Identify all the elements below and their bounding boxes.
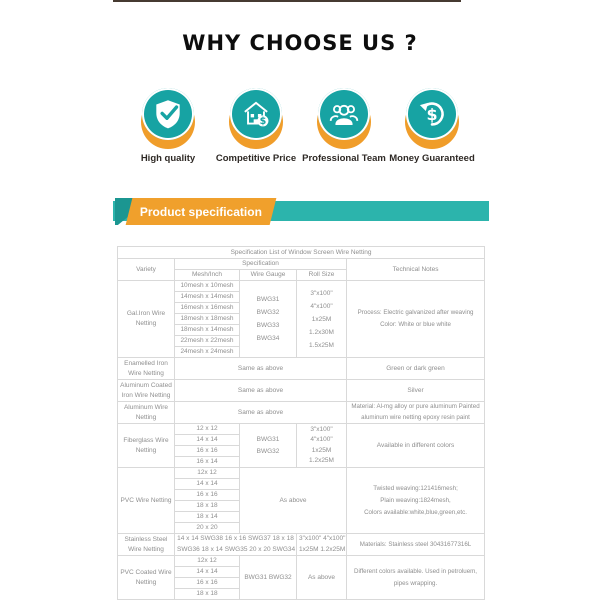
header-mesh: Mesh/Inch <box>175 270 240 281</box>
cell-variety: Aluminum Wire Netting <box>118 402 175 424</box>
table-row <box>118 556 485 567</box>
cell-mesh: 12x 12 <box>175 468 240 479</box>
cell-notes: Green or dark green <box>347 358 485 380</box>
cell-notes: Material: Al-mg alloy or pure aluminum Painted aluminum wire netting epoxy resin paint <box>347 402 485 424</box>
cell-mesh: 14 x 14 <box>175 567 240 578</box>
table-row <box>118 358 485 380</box>
cell-mesh: 16mesh x 16mesh <box>175 303 240 314</box>
feature-high-quality <box>124 88 212 164</box>
cell-mesh: 16 x 16 <box>175 578 240 589</box>
feature-money-guaranteed <box>388 88 476 164</box>
cell-variety: Fiberglass Wire Netting <box>118 424 175 468</box>
header-wire-gauge: Wire Gauge <box>240 270 297 281</box>
cell-mesh: 14 x 14 <box>175 479 240 490</box>
cell-variety: Stainless Steel Wire Netting <box>118 534 175 556</box>
cell-mesh: 20 x 20 <box>175 523 240 534</box>
feature-label: Professional Team <box>302 153 386 164</box>
cell-wire-gauge: BWG31 BWG32 <box>240 424 297 468</box>
cell-notes: Twisted weaving:121416mesh; Plain weaving:1824mesh, Colors available:white,blue,green,etc. <box>347 468 485 534</box>
table-row <box>118 424 485 435</box>
cell-variety: Gal.Iron Wire Netting <box>118 281 175 358</box>
feature-badge <box>315 88 373 149</box>
cell-mesh: 24mesh x 24mesh <box>175 347 240 358</box>
table-row <box>118 534 485 556</box>
teal-disc <box>142 88 194 140</box>
banner-label-box <box>126 198 277 225</box>
header-row-1 <box>118 259 485 270</box>
cell-variety: Enamelled Iron Wire Netting <box>118 358 175 380</box>
spec-table-wrap <box>117 246 484 600</box>
cell-spec-merged: Same as above <box>175 402 347 424</box>
cell-variety: PVC Wire Netting <box>118 468 175 534</box>
cell-roll-size: As above <box>297 556 347 600</box>
cell-variety: Aluminum Coated Iron Wire Netting <box>118 380 175 402</box>
cell-mesh: 18 x 18 <box>175 501 240 512</box>
svg-text:$: $ <box>259 116 267 128</box>
feature-label: High quality <box>140 153 196 164</box>
house-price-icon <box>239 97 273 131</box>
cell-mesh: 10mesh x 10mesh <box>175 281 240 292</box>
cell-mesh: 22mesh x 22mesh <box>175 336 240 347</box>
cell-mesh-gauge: 14 x 14 SWG38 16 x 16 SWG37 18 x 18 SWG36 18 x 14 SWG35 20 x 20 SWG34 <box>175 534 297 556</box>
cell-spec-merged: Same as above <box>175 380 347 402</box>
cell-wire-gauge: BWG31 BWG32 <box>240 556 297 600</box>
cell-mesh: 16 x 14 <box>175 457 240 468</box>
shield-check-icon <box>151 97 185 131</box>
feature-competitive-price <box>212 88 300 164</box>
feature-badge <box>227 88 285 149</box>
feature-badge <box>403 88 461 149</box>
table-title: Specification List of Window Screen Wire Netting <box>118 247 485 259</box>
cell-roll-size: 3"x100" 4"x100" 1x25M 1.2x25M <box>297 424 347 468</box>
cell-spec-merged: As above <box>240 468 347 534</box>
cell-notes: Process: Electric galvanized after weaving Color: White or blue white <box>347 281 485 358</box>
cell-notes: Different colors available. Used in petroluem, pipes wrapping. <box>347 556 485 600</box>
header-variety: Variety <box>118 259 175 281</box>
cell-spec-merged: Same as above <box>175 358 347 380</box>
cell-notes: Available in different colors <box>347 424 485 468</box>
header-roll-size: Roll Size <box>297 270 347 281</box>
teal-disc <box>318 88 370 140</box>
cell-notes: Silver <box>347 380 485 402</box>
cell-roll-size: 3"x100" 4"x100" 1x25M 1.2x25M <box>297 534 347 556</box>
table-row <box>118 380 485 402</box>
cell-mesh: 14mesh x 14mesh <box>175 292 240 303</box>
teal-disc <box>406 88 458 140</box>
feature-label: Money Guaranteed <box>389 153 475 164</box>
cell-mesh: 18 x 18 <box>175 589 240 600</box>
money-back-icon <box>415 97 449 131</box>
cell-mesh: 14 x 14 <box>175 435 240 446</box>
spec-table <box>117 246 485 600</box>
cell-mesh: 18mesh x 14mesh <box>175 325 240 336</box>
cell-mesh: 12x 12 <box>175 556 240 567</box>
table-row <box>118 402 485 424</box>
table-row <box>118 281 485 292</box>
feature-badge <box>139 88 197 149</box>
banner-label: Product specification <box>140 204 263 219</box>
cell-mesh: 16 x 16 <box>175 490 240 501</box>
cell-mesh: 12 x 12 <box>175 424 240 435</box>
header-notes: Technical Notes <box>347 259 485 281</box>
header-specification: Specification <box>175 259 347 270</box>
teal-disc <box>230 88 282 140</box>
features-row <box>0 88 600 164</box>
section-banner <box>113 201 489 221</box>
cell-mesh: 16 x 16 <box>175 446 240 457</box>
team-icon <box>327 97 361 131</box>
cell-notes: Materials: Stainless steel 30431677316L <box>347 534 485 556</box>
cell-wire-gauge: BWG31 BWG32 BWG33 BWG34 <box>240 281 297 358</box>
svg-text:$: $ <box>426 104 438 124</box>
table-title-row <box>118 247 485 259</box>
feature-label: Competitive Price <box>215 153 297 164</box>
cell-mesh: 18 x 14 <box>175 512 240 523</box>
cell-variety: PVC Coated Wire Netting <box>118 556 175 600</box>
cell-roll-size: 3"x100" 4"x100" 1x25M 1.2x30M 1.5x25M <box>297 281 347 358</box>
table-row <box>118 468 485 479</box>
top-divider <box>113 0 461 2</box>
cell-mesh: 18mesh x 18mesh <box>175 314 240 325</box>
feature-professional-team <box>300 88 388 164</box>
page-title: WHY CHOOSE US ? <box>182 31 418 55</box>
